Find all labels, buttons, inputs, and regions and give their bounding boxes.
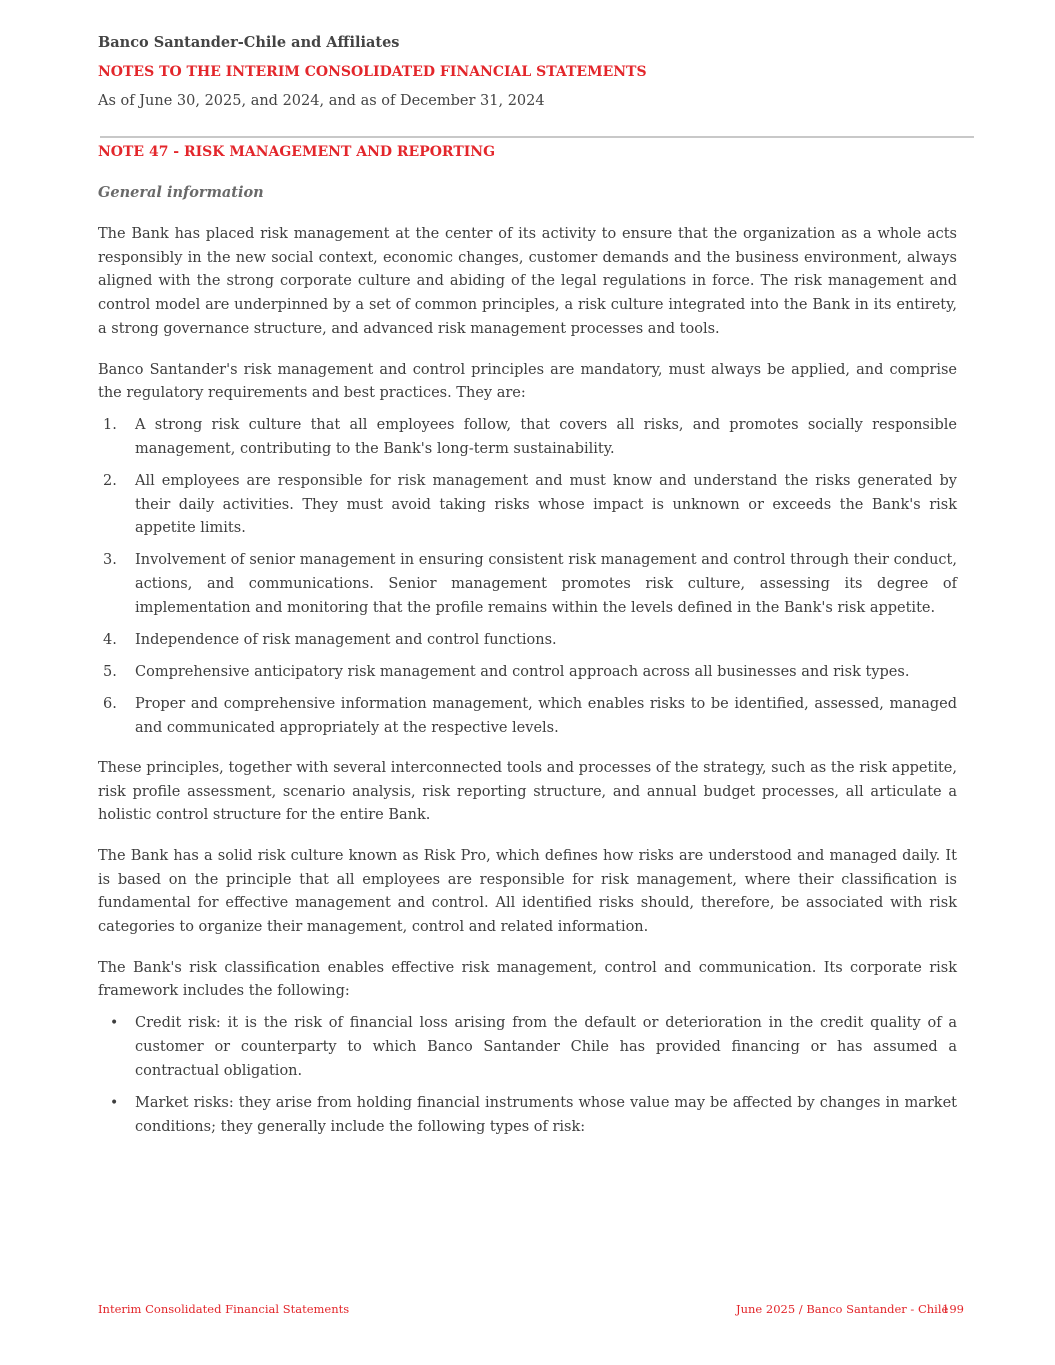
list-number: 1. — [103, 416, 117, 433]
paragraph-intro: The Bank has placed risk management at the center of its activity to ensure that the organization as a whole acts responsibly in the new social context, economic changes, customer demands and the business environment, always aligned with the strong corporate culture and abiding of the legal regulations in force. The risk management and control model are underpinned by a set of common principles, a risk culture integrated into the Bank in its entirety, a strong governance structure, and advanced risk management processes and tools. — [98, 226, 957, 337]
list-item — [98, 549, 957, 620]
list-item-text: Independence of risk management and control functions. — [135, 632, 557, 649]
bullet-icon: • — [110, 1094, 119, 1111]
principles-list — [98, 414, 957, 741]
paragraph-principles-intro: Banco Santander's risk management and control principles are mandatory, must always be applied, and comprise the regulatory requirements and best practices. They are: — [98, 361, 957, 402]
list-item-text: Proper and comprehensive information management, which enables risks to be identified, assessed, managed and communicated appropriately at the respective levels. — [135, 696, 957, 737]
list-number: 6. — [103, 696, 117, 713]
list-item-text: A strong risk culture that all employees follow, that covers all risks, and promotes socially responsible management, contributing to the Bank's long-term sustainability. — [135, 416, 957, 457]
list-item — [98, 1012, 957, 1083]
list-item-text: Involvement of senior management in ensuring consistent risk management and control through their conduct, actions, and communications. Senior management promotes risk culture, assessing its degree of implementation and monitoring that the profile remains within the levels defined in the Bank's risk appetite. — [135, 552, 957, 616]
paragraph-classification: The Bank's risk classification enables effective risk management, control and communication. Its corporate risk framework includes the following: — [98, 959, 957, 1000]
risk-types-list — [98, 1012, 957, 1139]
list-item-text: Credit risk: it is the risk of financial loss arising from the default or deterioration in the credit quality of a customer or counterparty to which Banco Santander Chile has provided financing or has assumed a contractual obligation. — [135, 1015, 957, 1079]
section-heading: General information — [98, 184, 264, 201]
document-date: As of June 30, 2025, and 2024, and as of December 31, 2024 — [98, 93, 545, 109]
list-number: 4. — [103, 632, 117, 649]
document-title: NOTES TO THE INTERIM CONSOLIDATED FINANCIAL STATEMENTS — [98, 64, 647, 80]
bullet-icon: • — [110, 1015, 119, 1032]
note-title: NOTE 47 - RISK MANAGEMENT AND REPORTING — [98, 144, 496, 160]
list-number: 5. — [103, 664, 117, 681]
list-item — [98, 629, 957, 653]
list-item — [98, 470, 957, 541]
list-number: 3. — [103, 552, 117, 569]
list-number: 2. — [103, 472, 117, 489]
list-item-text: All employees are responsible for risk management and must know and understand the risks generated by their daily activities. They must avoid taking risks whose impact is unknown or exceeds the Bank's risk appetite limits. — [135, 472, 957, 537]
footer-period: June 2025 / Banco Santander - Chile — [736, 1302, 949, 1316]
list-item — [98, 661, 957, 685]
paragraph-holistic: These principles, together with several interconnected tools and processes of the strategy, such as the risk appetite, risk profile assessment, scenario analysis, risk reporting structure, and annual budget processes, all articulate a holistic control structure for the entire Bank. — [98, 759, 957, 824]
header-divider — [100, 136, 974, 138]
footer-document-name: Interim Consolidated Financial Statements — [98, 1302, 350, 1316]
list-item-text: Market risks: they arise from holding financial instruments whose value may be affected by changes in market conditions; they generally include the following types of risk: — [135, 1094, 957, 1135]
list-item — [98, 693, 957, 740]
company-name: Banco Santander-Chile and Affiliates — [98, 34, 400, 51]
body-text — [98, 223, 957, 1155]
page-number: 199 — [942, 1302, 964, 1316]
list-item — [98, 414, 957, 461]
list-item-text: Comprehensive anticipatory risk management and control approach across all businesses and risk types. — [135, 664, 910, 681]
list-item — [98, 1092, 957, 1139]
paragraph-risk-pro: The Bank has a solid risk culture known as Risk Pro, which defines how risks are understood and managed daily. It is based on the principle that all employees are responsible for risk management, where their classification is fundamental for effective management and control. All identified risks should, therefore, be associated with risk categories to organize their management, control and related information. — [98, 847, 957, 936]
